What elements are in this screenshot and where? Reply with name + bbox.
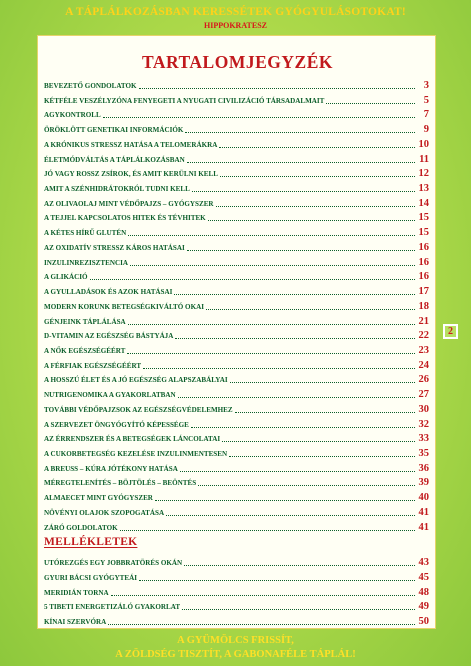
toc-entry[interactable]: [44, 372, 429, 385]
toc-entry-page: 26: [418, 374, 429, 386]
dot-leader: [185, 132, 415, 133]
toc-entry-page: 23: [418, 344, 429, 356]
toc-entry[interactable]: [44, 152, 429, 165]
toc-entry-page: 7: [423, 109, 429, 121]
toc-entry-page: 43: [418, 557, 429, 568]
footer-line-2: A ZÖLDSÉG TISZTÍT, A GABONAFÉLE TÁPLÁL!: [115, 649, 356, 660]
toc-entry-page: 18: [418, 300, 429, 312]
toc-entry-page: 45: [418, 571, 429, 583]
dot-leader: [175, 338, 415, 339]
toc-entry[interactable]: [44, 196, 429, 209]
toc-entry[interactable]: [44, 328, 429, 341]
dot-leader: [230, 382, 415, 383]
dot-leader: [174, 294, 415, 295]
dot-leader: [166, 515, 415, 516]
toc-entry[interactable]: [44, 461, 429, 474]
toc-entry-label: KÍNAI SZERVÓRA: [44, 618, 107, 626]
toc-entry-label: A CUKORBETEGSÉG KEZELÉSE INZULINMENTESEN: [44, 450, 228, 458]
dot-leader: [222, 441, 415, 442]
toc-entry-label: NÖVÉNYI OLAJOK SZOPOGATÁSA: [44, 508, 165, 517]
toc-entry-page: 33: [418, 433, 429, 445]
appendix-title: MELLÉKLETEK: [44, 536, 138, 548]
toc-entry[interactable]: [44, 402, 429, 415]
toc-entry[interactable]: [44, 255, 429, 268]
toc-entry-page: 27: [418, 389, 429, 401]
dot-leader: [219, 147, 415, 148]
toc-entry-label: AZ OLIVAOLAJ MINT VÉDŐPAJZS – GYÓGYSZER: [44, 199, 214, 208]
toc-entry-label: A KÉTES HÍRŰ GLUTÉN: [44, 229, 127, 238]
toc-entry-page: 30: [418, 403, 429, 415]
toc-entry[interactable]: [44, 358, 429, 371]
toc-entry-page: 36: [418, 462, 429, 474]
toc-entry[interactable]: [44, 314, 429, 327]
toc-entry-label: ÖRÖKLÖTT GENETIKAI INFORMÁCIÓK: [44, 126, 184, 135]
toc-entry[interactable]: [44, 166, 429, 179]
toc-entry-page: 9: [423, 124, 429, 136]
dot-leader: [108, 624, 415, 625]
toc-entry-label: A KRÓNIKUS STRESSZ HATÁSA A TELOMERÁKRA: [44, 140, 218, 149]
toc-entry-label: 5 TIBETI ENERGETIZÁLÓ GYAKORLAT: [44, 603, 181, 612]
toc-entry-label: A HOSSZÚ ÉLET ÉS A JÓ EGÉSZSÉG ALAPSZABÁLYAI: [44, 376, 228, 385]
toc-entry-label: BEVEZETŐ GONDOLATOK: [44, 82, 137, 90]
toc-entry-label: A SZERVEZET ÖNGYÓGYÍTÓ KÉPESSÉGE: [44, 420, 189, 429]
toc-entry-label: A TEJJEL KAPCSOLATOS HITEK ÉS TÉVHITEK: [44, 214, 206, 223]
toc-entry-label: A FÉRFIAK EGÉSZSÉGÉÉRT: [44, 361, 142, 370]
toc-entry-page: 3: [423, 80, 429, 91]
dot-leader: [143, 368, 415, 369]
toc-entry-page: 14: [418, 197, 429, 209]
toc-entry-label: NUTRIGENOMIKA A GYAKORLATBAN: [44, 391, 176, 400]
toc-entry-label: AZ ÉRRENDSZER ÉS A BETEGSÉGEK LÁNCOLATAI: [44, 435, 221, 444]
toc-entry-label: AMIT A SZÉNHIDRÁTOKRÓL TUDNI KELL: [44, 185, 190, 194]
dot-leader: [139, 88, 415, 89]
dot-leader: [235, 412, 415, 413]
toc-entry-label: MODERN KORUNK BETEGSÉGKIVÁLTÓ OKAI: [44, 302, 204, 311]
toc-entry-label: MÉREGTELENÍTÉS – BÖJTÖLÉS – BEÖNTÉS: [44, 479, 197, 488]
toc-entry[interactable]: [44, 555, 429, 568]
toc-entry-page: 40: [418, 492, 429, 504]
toc-entry-page: 5: [423, 94, 429, 106]
dot-leader: [103, 117, 415, 118]
toc-entry[interactable]: [44, 475, 429, 488]
toc-entry[interactable]: [44, 446, 429, 459]
toc-entry-label: AZ OXIDATÍV STRESSZ KÁROS HATÁSAI: [44, 243, 185, 252]
toc-entry[interactable]: [44, 387, 429, 400]
toc-entry-label: UTÓREZGÉS EGY JOBBRATÖRÉS OKÁN: [44, 559, 183, 567]
toc-entry-page: 15: [418, 212, 429, 224]
toc-entry-page: 39: [418, 477, 429, 489]
toc-entry-label: GYURI BÁCSI GYÓGYTEÁI: [44, 573, 138, 582]
dot-leader: [182, 609, 415, 610]
toc-entry[interactable]: [44, 122, 429, 135]
dot-leader: [187, 250, 415, 251]
toc-entry[interactable]: [44, 431, 429, 444]
toc-entry-page: 16: [418, 241, 429, 253]
toc-entry-label: ALMAECET MINT GYÓGYSZER: [44, 494, 153, 503]
page-number-badge: 2: [443, 324, 458, 339]
toc-title: TARTALOMJEGYZÉK: [142, 52, 333, 72]
toc-entry-page: 21: [418, 315, 429, 327]
dot-leader: [187, 162, 415, 163]
toc-entry[interactable]: [44, 240, 429, 253]
toc-entry[interactable]: [44, 269, 429, 282]
toc-entry-page: 16: [418, 256, 429, 268]
toc-entry-label: D-VITAMIN AZ EGÉSZSÉG BÁSTYÁJA: [44, 332, 174, 341]
dot-leader: [139, 580, 415, 581]
toc-entry-page: 49: [418, 601, 429, 613]
toc-entry[interactable]: [44, 417, 429, 430]
header-quote: A TÁPLÁLKOZÁSBAN KERESSÉTEK GYÓGYULÁSOTOKAT!: [65, 6, 406, 18]
toc-entry-label: INZULINREZISZTENCIA: [44, 258, 128, 267]
toc-entry[interactable]: [44, 137, 429, 150]
toc-entry-page: 24: [418, 359, 429, 371]
dot-leader: [216, 206, 415, 207]
toc-entry-label: A NŐK EGÉSZSÉGÉÉRT: [44, 346, 126, 355]
toc-page-sheet: [37, 35, 436, 629]
footer-line-1: A GYÜMÖLCS FRISSÍT,: [177, 635, 294, 646]
toc-entry-label: A GYULLADÁSOK ÉS AZOK HATÁSAI: [44, 288, 173, 297]
dot-leader: [229, 456, 415, 457]
toc-entry-label: TOVÁBBI VÉDŐPAJZSOK AZ EGÉSZSÉGVÉDELEMHEZ: [44, 405, 233, 414]
toc-entry[interactable]: [44, 570, 429, 583]
dot-leader: [120, 530, 415, 531]
toc-entry-label: JÓ VAGY ROSSZ ZSÍROK, ÉS AMIT KERÜLNI KELL: [44, 170, 218, 179]
dot-leader: [155, 500, 415, 501]
toc-entry-label: MERIDIÁN TORNA: [44, 588, 109, 597]
toc-entry-page: 16: [418, 271, 429, 283]
toc-entry-page: 13: [418, 183, 429, 195]
toc-entry-page: 50: [418, 616, 429, 627]
toc-entry-page: 41: [418, 506, 429, 518]
toc-entry-page: 35: [418, 448, 429, 459]
dot-leader: [220, 176, 415, 177]
toc-entry-page: 48: [418, 586, 429, 598]
toc-entry-label: GÉNJEINK TÁPLÁLÁSA: [44, 317, 126, 326]
dot-leader: [198, 485, 415, 486]
toc-entry-label: ZÁRÓ GOLDOLATOK: [44, 523, 118, 532]
dot-leader: [326, 103, 415, 104]
toc-entry[interactable]: [44, 585, 429, 598]
dot-leader: [111, 595, 415, 596]
toc-entry[interactable]: [44, 181, 429, 194]
dot-leader: [128, 235, 415, 236]
toc-entry-label: KÉTFÉLE VESZÉLYZÓNA FENYEGETI A NYUGATI CIVILIZÁCIÓ TÁRSADALMAIT: [44, 96, 325, 105]
toc-entry[interactable]: [44, 284, 429, 297]
toc-entry[interactable]: [44, 78, 429, 91]
toc-entry-label: A BREUSS – KÚRA JÓTÉKONY HATÁSA: [44, 464, 178, 473]
toc-entry-page: 32: [418, 418, 429, 430]
toc-entry[interactable]: [44, 343, 429, 356]
toc-entry-page: 12: [418, 168, 429, 180]
toc-entry-page: 22: [418, 330, 429, 342]
toc-entry[interactable]: [44, 599, 429, 612]
dot-leader: [206, 309, 415, 310]
toc-entry-label: ÉLETMÓDVÁLTÁS A TÁPLÁLKOZÁSBAN: [44, 155, 185, 164]
toc-entry-label: A GLIKÁCIÓ: [44, 273, 88, 282]
quote-author: HIPPOKRATESZ: [204, 21, 267, 30]
toc-entry[interactable]: [44, 93, 429, 106]
toc-entry-page: 15: [418, 227, 429, 239]
toc-entry-page: 41: [418, 521, 429, 533]
toc-entry-label: AGYKONTROLL: [44, 111, 101, 120]
toc-entry[interactable]: [44, 299, 429, 312]
dot-leader: [180, 471, 415, 472]
toc-entry[interactable]: [44, 107, 429, 120]
dot-leader: [128, 324, 415, 325]
toc-entry-page: 10: [418, 138, 429, 150]
dot-leader: [178, 397, 415, 398]
toc-entry[interactable]: [44, 520, 429, 533]
dot-leader: [191, 427, 415, 428]
toc-entry-page: 11: [419, 153, 429, 165]
dot-leader: [208, 220, 415, 221]
dot-leader: [90, 279, 415, 280]
dot-leader: [184, 565, 415, 566]
toc-entry[interactable]: [44, 225, 429, 238]
dot-leader: [130, 265, 415, 266]
dot-leader: [127, 353, 415, 354]
toc-entry-page: 17: [418, 286, 429, 298]
toc-entry[interactable]: [44, 210, 429, 223]
toc-entry[interactable]: [44, 614, 429, 627]
toc-entry[interactable]: [44, 490, 429, 503]
toc-entry[interactable]: [44, 505, 429, 518]
dot-leader: [192, 191, 415, 192]
